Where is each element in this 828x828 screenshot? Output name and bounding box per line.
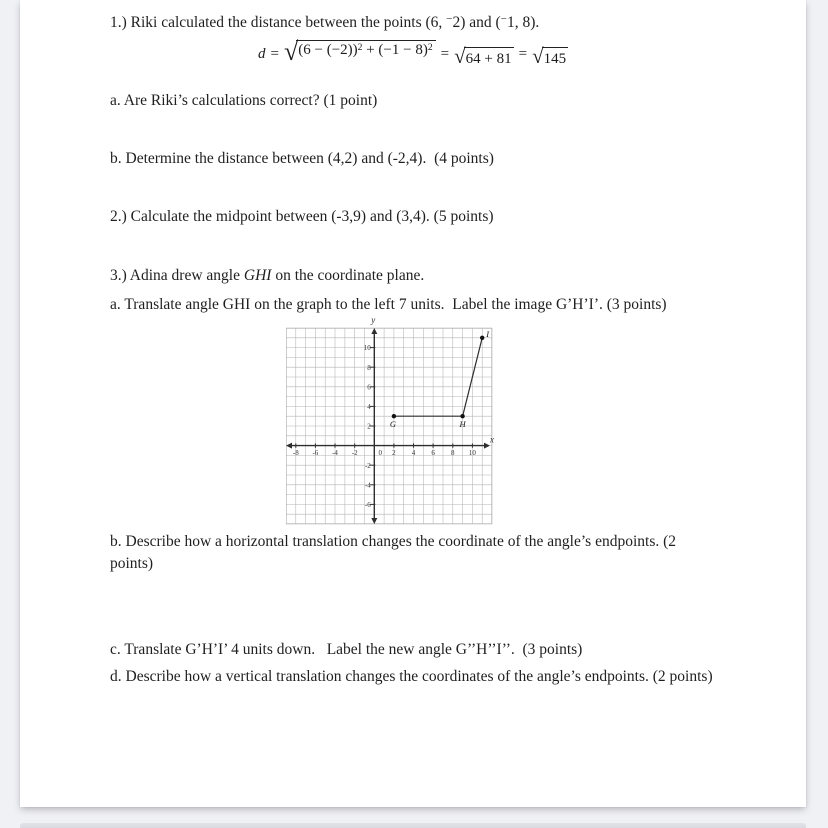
next-page-top-edge — [20, 823, 806, 828]
svg-text:2: 2 — [367, 422, 371, 431]
exponent: 2 — [357, 42, 363, 53]
point-label-I: I — [486, 328, 490, 339]
q1b-line: b. Determine the distance between (4,2) and (-2,4). (4 points) — [110, 150, 494, 167]
coordinate-plane — [286, 314, 500, 528]
radical-symbol: √ — [454, 44, 466, 68]
plus-sign: + — [362, 42, 379, 58]
svg-text:8: 8 — [451, 449, 455, 458]
svg-text:-4: -4 — [364, 481, 371, 490]
svg-text:2: 2 — [392, 449, 396, 458]
equals-sign: = — [270, 46, 279, 62]
radical-expression — [283, 37, 436, 66]
point-H — [460, 414, 464, 418]
q1-prompt-part: 1, 8). — [506, 14, 540, 31]
svg-text:0: 0 — [378, 449, 383, 458]
radical-expression — [532, 40, 568, 68]
distance-formula — [258, 37, 568, 68]
document-page — [20, 0, 806, 807]
svg-text:6: 6 — [431, 449, 435, 458]
q2-line: 2.) Calculate the midpoint between (-3,9) and (3,4). (5 points) — [110, 208, 494, 225]
point-I — [480, 336, 484, 340]
svg-text:10: 10 — [468, 449, 476, 458]
q3-intro — [110, 266, 424, 286]
point-label-H: H — [459, 419, 466, 430]
radicand: 64 + 81 — [464, 47, 514, 68]
svg-text:6: 6 — [367, 383, 371, 392]
radical-symbol: √ — [283, 37, 299, 66]
q1-prompt-part: 1.) Riki calculated the distance between the points (6, — [110, 14, 447, 31]
radical-symbol: √ — [532, 44, 544, 68]
equals-sign: = — [440, 46, 450, 62]
point-label-G: G — [389, 419, 396, 430]
coordinate-plane-svg — [286, 314, 500, 528]
svg-text:10: 10 — [363, 344, 371, 353]
svg-text:-6: -6 — [364, 501, 371, 509]
radicand: 145 — [542, 47, 569, 68]
y-axis-label: y — [371, 315, 376, 325]
q1-superscript-minus: − — [446, 13, 453, 25]
tick-labels — [293, 344, 477, 509]
svg-text:8: 8 — [367, 363, 371, 372]
formula-variable: d — [258, 46, 266, 62]
point-G — [392, 414, 396, 418]
radicand — [296, 40, 435, 59]
formula-term: (−1 − 8) — [378, 42, 428, 58]
svg-text:-4: -4 — [332, 449, 338, 458]
svg-text:-6: -6 — [312, 449, 319, 458]
exponent: 2 — [427, 42, 433, 53]
svg-text:4: 4 — [411, 449, 416, 458]
q3a-line: a. Translate angle GHI on the graph to the left 7 units. Label the image G’H’I’. (3 points) — [110, 296, 667, 313]
svg-text:-8: -8 — [292, 449, 299, 458]
q3b-line2: points) — [110, 555, 154, 572]
equals-sign: = — [518, 46, 528, 62]
q1a-line: a. Are Riki’s calculations correct? (1 point) — [110, 92, 378, 109]
q3b-line1: b. Describe how a horizontal translation changes the coordinate of the angle’s endpoints. (2 — [110, 533, 677, 550]
x-axis-label: x — [490, 434, 494, 445]
q3-intro-part: 3.) Adina drew angle — [110, 267, 244, 284]
q1-prompt-part: 2) and ( — [452, 14, 501, 31]
svg-text:-2: -2 — [351, 449, 358, 458]
q3d-line: d. Describe how a vertical translation changes the coordinates of the angle’s endpoints. (2 points) — [110, 668, 713, 685]
q3-intro-part: on the coordinate plane. — [271, 267, 425, 284]
formula-term: (6 − (−2)) — [298, 42, 358, 58]
q3c-line: c. Translate G’H’I’ 4 units down. Label the new angle G’’H’’I’’. (3 points) — [110, 641, 583, 658]
svg-text:4: 4 — [367, 403, 371, 411]
angle-points — [390, 329, 490, 429]
q1-superscript-minus: − — [500, 13, 507, 25]
q3-angle-name: GHI — [243, 267, 272, 284]
q1-prompt — [110, 12, 539, 33]
svg-text:-2: -2 — [364, 461, 371, 470]
radical-expression — [454, 40, 514, 68]
